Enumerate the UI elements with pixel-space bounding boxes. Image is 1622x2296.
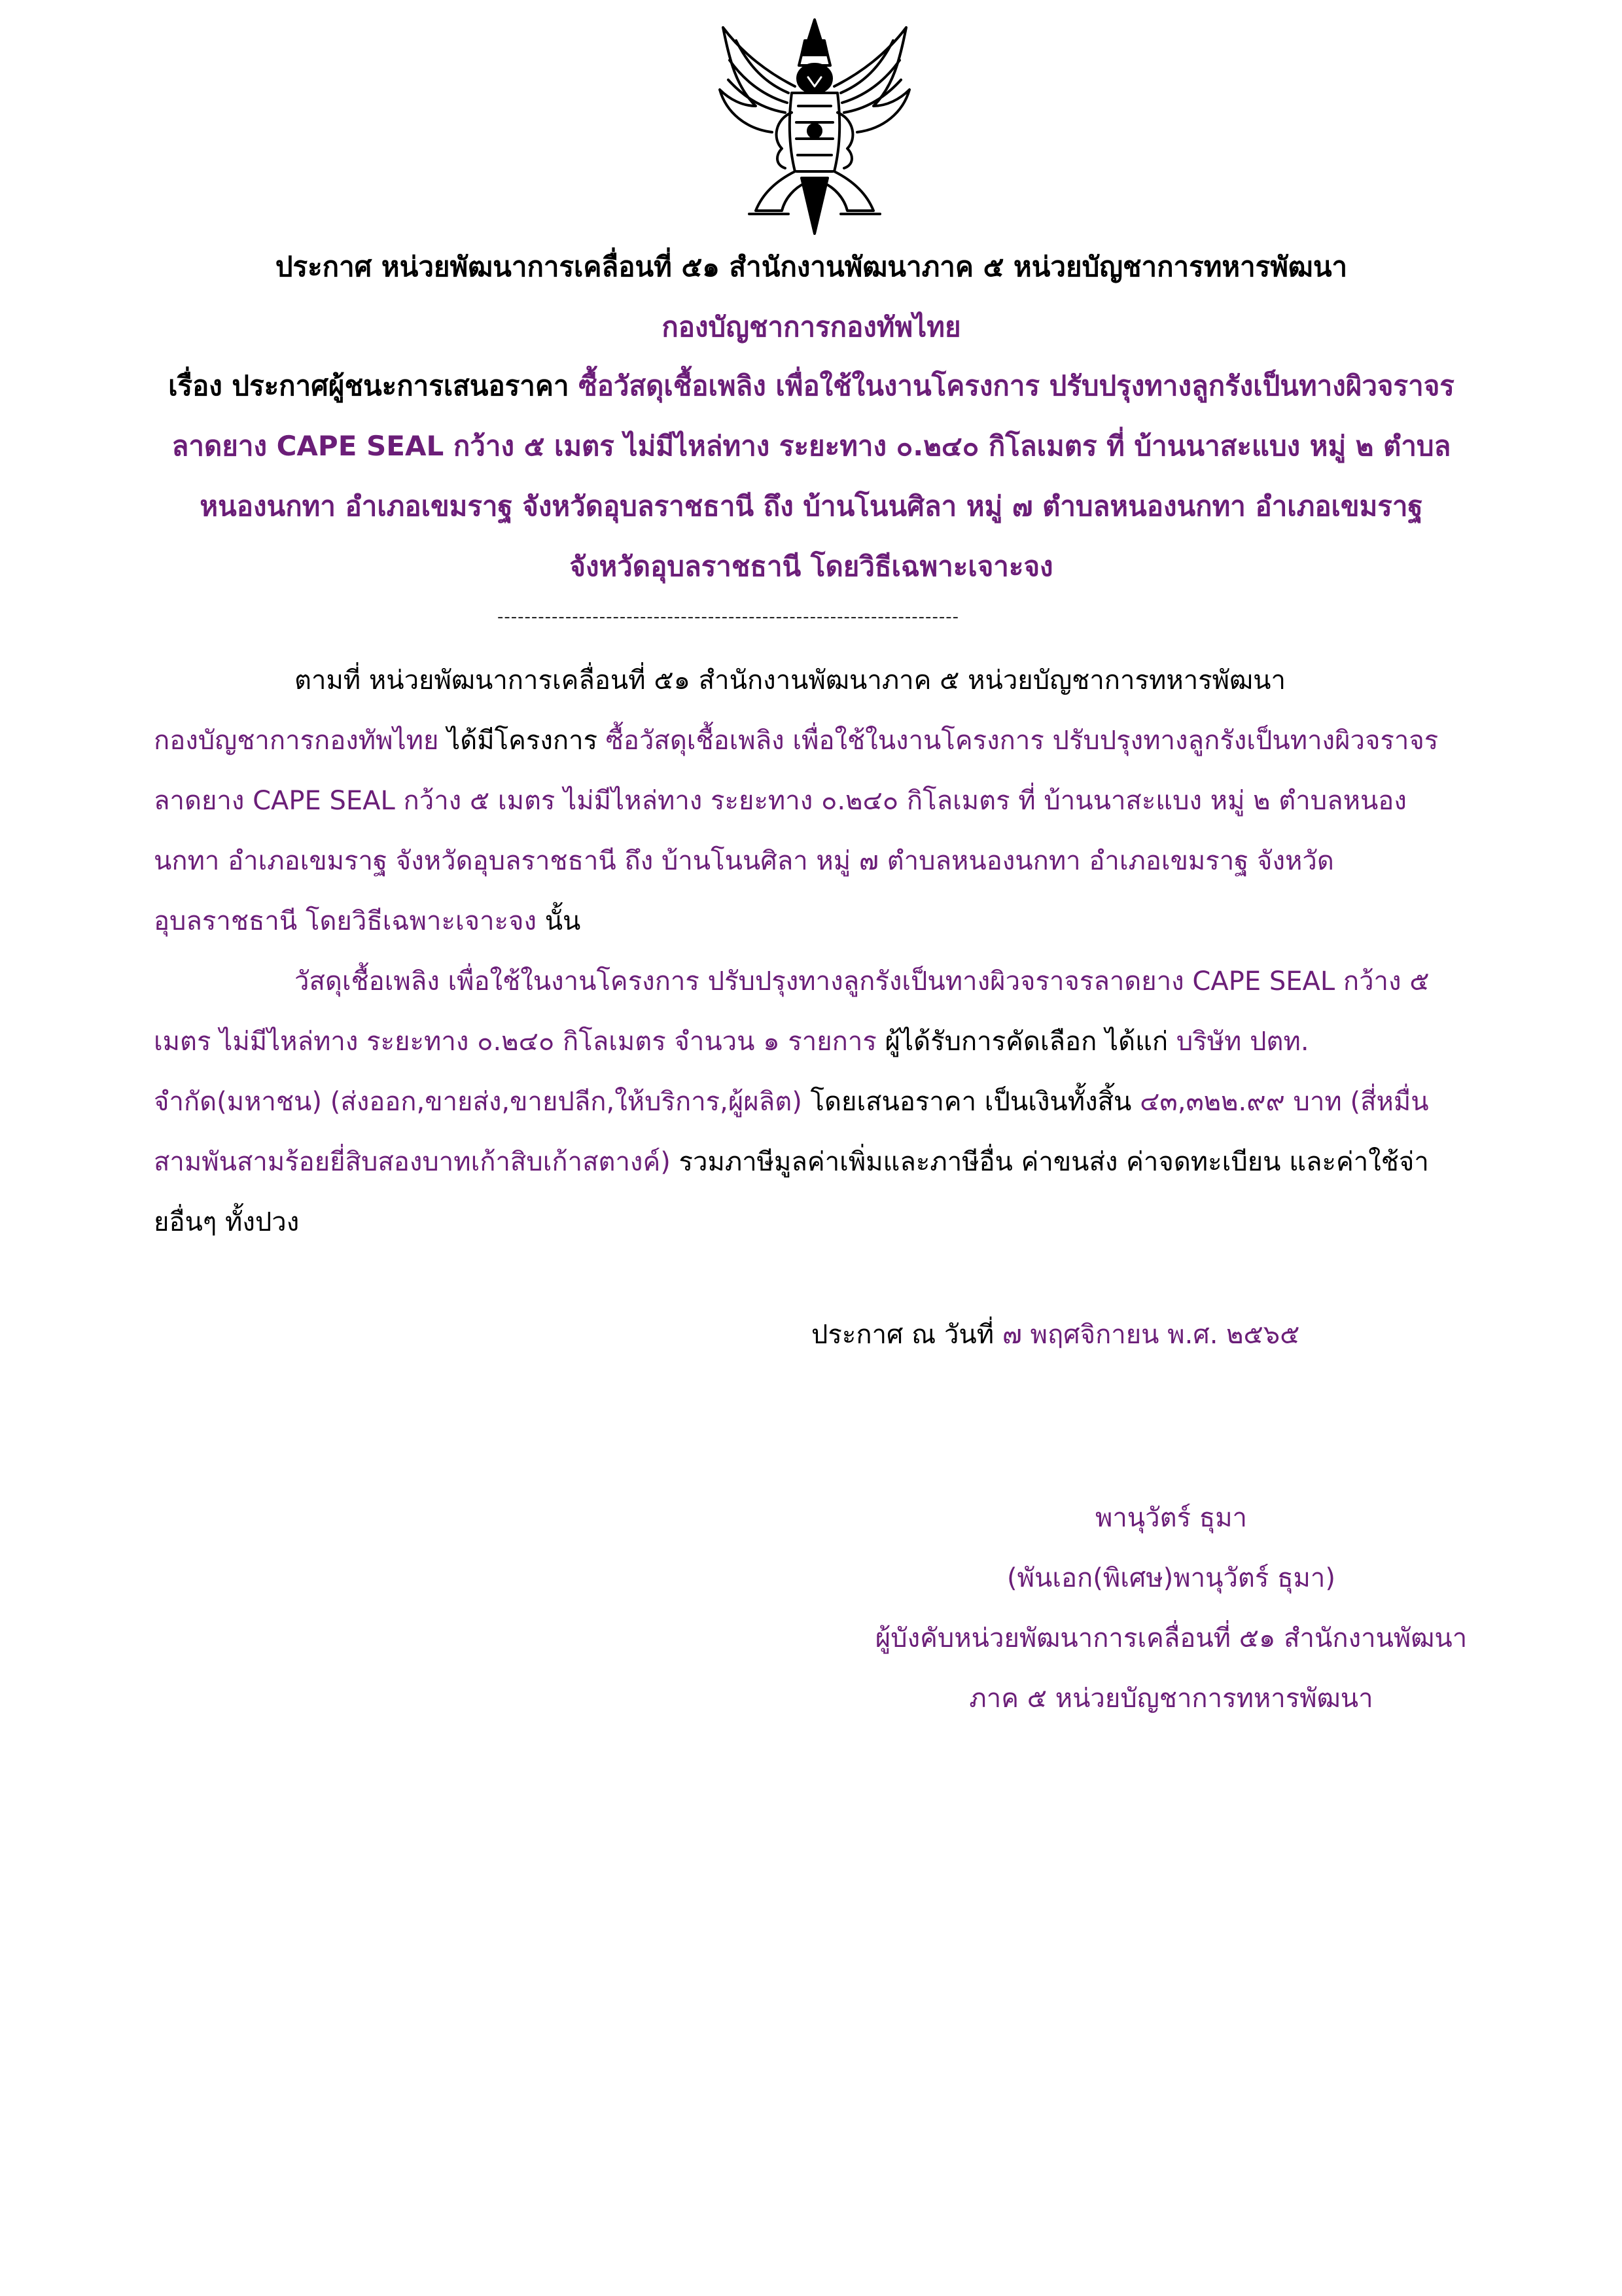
signature-name: พานุวัตร์ ธุมา (1095, 1503, 1248, 1533)
garuda-emblem-icon (710, 14, 919, 240)
paragraph-1-line-2 (154, 722, 1438, 759)
paragraph-1-ending: นั้น (536, 906, 581, 936)
paragraph-1-line-5 (154, 903, 580, 940)
heading-subject-prefix: เรื่อง ประกาศผู้ชนะการเสนอราคา (168, 370, 579, 402)
paragraph-1-line-1: ตามที่ หน่วยพัฒนาการเคลื่อนที่ ๕๑ สำนักงานพัฒนาภาค ๕ หน่วยบัญชาการทหารพัฒนา (294, 665, 1286, 696)
signatory-position-line-2: ภาค ๕ หน่วยบัญชาการทหารพัฒนา (969, 1684, 1373, 1714)
heading-subject-title: ซื้อวัสดุเชื้อเพลิง เพื่อใช้ในงานโครงการ ปรับปรุงทางลูกรังเป็นทางผิวจราจร (578, 370, 1455, 402)
paragraph-2-line-4 (154, 1144, 1429, 1180)
tax-note: รวมภาษีมูลค่าเพิ่มและภาษีอื่น ค่าขนส่ง ค่าจดทะเบียน และค่าใช้จ่า (670, 1147, 1429, 1177)
heading-line-3 (131, 366, 1492, 406)
heading-line-1: ประกาศ หน่วยพัฒนาการเคลื่อนที่ ๕๑ สำนักงานพัฒนาภาค ๕ หน่วยบัญชาการทหารพัฒนา (275, 251, 1348, 283)
paragraph-2-line-5: ยอื่นๆ ทั้งปวง (154, 1207, 300, 1237)
winner-name: บริษัท ปตท. (1176, 1027, 1309, 1057)
paragraph-1-line-4: นกทา อำเภอเขมราฐ จังหวัดอุบลราชธานี ถึง บ้านโนนศิลา หมู่ ๗ ตำบลหนองนกทา อำเภอเขมราฐ จังหวัด (154, 846, 1334, 876)
winner-name-continued: จำกัด(มหาชน) (ส่งออก,ขายส่ง,ขายปลีก,ให้บริการ,ผู้ผลิต) (154, 1087, 802, 1117)
offer-label: โดยเสนอราคา เป็นเงินทั้งสิ้น (802, 1087, 1140, 1117)
paragraph-2-line-3 (154, 1084, 1429, 1120)
signatory-position-line-1: ผู้บังคับหน่วยพัฒนาการเคลื่อนที่ ๕๑ สำนักงานพัฒนา (875, 1623, 1468, 1653)
heading-line-2: กองบัญชาการกองทัพไทย (661, 311, 961, 343)
heading-line-4: ลาดยาง CAPE SEAL กว้าง ๕ เมตร ไม่มีไหล่ทาง ระยะทาง ๐.๒๔๐ กิโลเมตร ที่ บ้านนาสะแบง หมู่ ๒ ตำบล (171, 430, 1451, 462)
heading-line-6: จังหวัดอุบลราชธานี โดยวิธีเฉพาะเจาะจง (569, 550, 1053, 582)
announcement-date (811, 1316, 1299, 1353)
paragraph-2-line-1: วัสดุเชื้อเพลิง เพื่อใช้ในงานโครงการ ปรับปรุงทางลูกรังเป็นทางผิวจราจรลาดยาง CAPE SEAL กว้าง ๕ (294, 966, 1430, 997)
procurement-method: อุบลราชธานี โดยวิธีเฉพาะเจาะจง (154, 906, 537, 936)
agency-name: กองบัญชาการกองทัพไทย (154, 726, 439, 756)
heading-divider: -------------------------------------------------------------------- (497, 607, 959, 627)
date-value: ๗ พฤศจิกายน พ.ศ. ๒๕๖๕ (1002, 1320, 1300, 1350)
paragraph-1-line-3: ลาดยาง CAPE SEAL กว้าง ๕ เมตร ไม่มีไหล่ทาง ระยะทาง ๐.๒๔๐ กิโลเมตร ที่ บ้านนาสะแบง หมู่ ๒ ตำบลหนอง (154, 786, 1407, 816)
date-prefix: ประกาศ ณ วันที่ (811, 1320, 1002, 1350)
project-intro: ได้มีโครงการ (438, 726, 606, 756)
offer-amount: ๔๓,๓๒๒.๙๙ บาท (สี่หมื่น (1140, 1087, 1429, 1117)
item-description: เมตร ไม่มีไหล่ทาง ระยะทาง ๐.๒๔๐ กิโลเมตร จำนวน ๑ รายการ (154, 1027, 877, 1057)
offer-amount-words: สามพันสามร้อยยี่สิบสองบาทเก้าสิบเก้าสตางค์) (154, 1147, 671, 1177)
project-title: ซื้อวัสดุเชื้อเพลิง เพื่อใช้ในงานโครงการ ปรับปรุงทางลูกรังเป็นทางผิวจราจร (605, 726, 1439, 756)
selected-label: ผู้ได้รับการคัดเลือก ได้แก่ (876, 1027, 1176, 1057)
heading-line-5: หนองนกทา อำเภอเขมราฐ จังหวัดอุบลราชธานี ถึง บ้านโนนศิลา หมู่ ๗ ตำบลหนองนกทา อำเภอเขมราฐ (200, 490, 1423, 522)
paragraph-2-line-2 (154, 1023, 1309, 1060)
signatory-full-name: (พันเอก(พิเศษ)พานุวัตร์ ธุมา) (1007, 1563, 1335, 1593)
